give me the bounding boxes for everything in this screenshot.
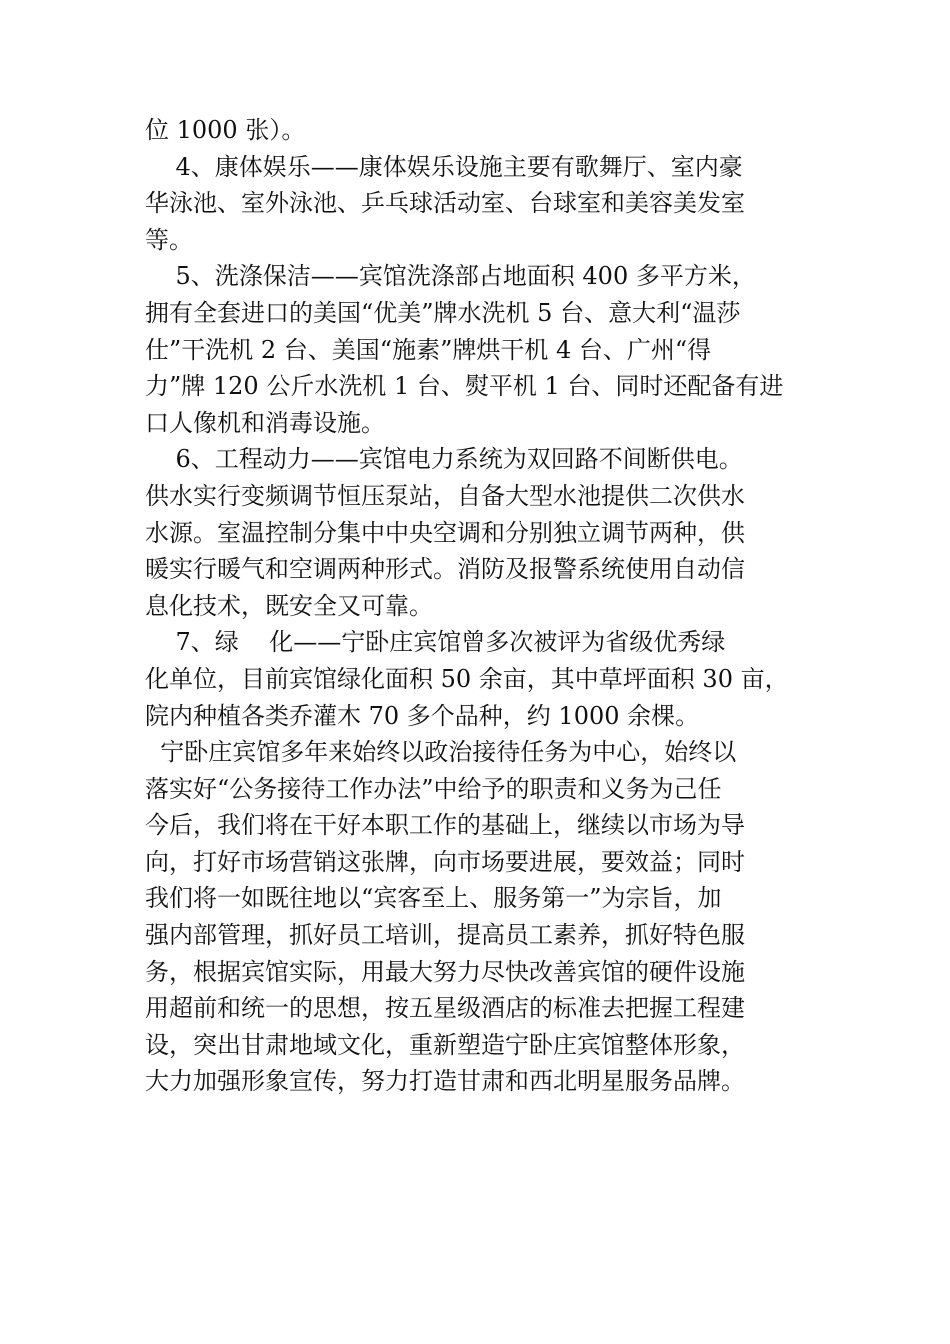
text-line: 位 1000 张）。 xyxy=(145,116,306,144)
text-line: 水源。室温控制分集中中央空调和分别独立调节两种，供 xyxy=(145,518,745,547)
text-line: 供水实行变频调节恒压泵站，自备大型水池提供二次供水 xyxy=(145,481,745,510)
text-line: 7、绿 化——宁卧庄宾馆曾多次被评为省级优秀绿 xyxy=(145,628,726,657)
text-line: 院内种植各类乔灌木 70 多个品种，约 1000 余棵。 xyxy=(145,701,700,730)
text-line: 4、康体娱乐——康体娱乐设施主要有歌舞厅、室内豪 xyxy=(145,152,743,181)
text-line: 息化技术，既安全又可靠。 xyxy=(145,591,433,620)
text-line: 向，打好市场营销这张牌，向市场要进展，要效益；同时 xyxy=(145,847,745,876)
text-line: 设，突出甘肃地域文化，重新塑造宁卧庄宾馆整体形象， xyxy=(145,1030,745,1059)
text-line: 化单位，目前宾馆绿化面积 50 余亩，其中草坪面积 30 亩， xyxy=(145,664,789,693)
text-line: 宁卧庄宾馆多年来始终以政治接待任务为中心，始终以 xyxy=(145,738,737,767)
text-line: 大力加强形象宣传，努力打造甘肃和西北明星服务品牌。 xyxy=(145,1067,745,1096)
text-line: 强内部管理，抓好员工培训，提高员工素养，抓好特色服 xyxy=(145,921,745,950)
text-line: 5、洗涤保洁——宾馆洗涤部占地面积 400 多平方米， xyxy=(145,262,756,291)
text-line: 力”牌 120 公斤水洗机 1 台、熨平机 1 台、同时还配备有进 xyxy=(145,372,784,401)
text-line: 仕”干洗机 2 台、美国“施素”牌烘干机 4 台、广州“得 xyxy=(145,335,712,364)
text-line: 拥有全套进口的美国“优美”牌水洗机 5 台、意大利“温莎 xyxy=(145,298,741,327)
text-line: 口人像机和消毒设施。 xyxy=(145,408,385,437)
text-line: 落实好“公务接待工作办法”中给予的职责和义务为己任 xyxy=(145,774,722,803)
text-line: 我们将一如既往地以“宾客至上、服务第一”为宗旨，加 xyxy=(145,884,722,913)
text-line: 华泳池、室外泳池、乒乓球活动室、台球室和美容美发室 xyxy=(145,189,745,218)
text-line: 务，根据宾馆实际，用最大努力尽快改善宾馆的硬件设施 xyxy=(145,957,745,986)
text-line: 用超前和统一的思想，按五星级酒店的标准去把握工程建 xyxy=(145,994,745,1023)
text-line: 6、工程动力——宾馆电力系统为双回路不间断供电。 xyxy=(145,445,743,474)
body-text xyxy=(145,112,825,1100)
text-line: 暖实行暖气和空调两种形式。消防及报警系统使用自动信 xyxy=(145,555,745,584)
text-line: 今后，我们将在干好本职工作的基础上，继续以市场为导 xyxy=(145,811,745,840)
text-line: 等。 xyxy=(145,225,193,254)
